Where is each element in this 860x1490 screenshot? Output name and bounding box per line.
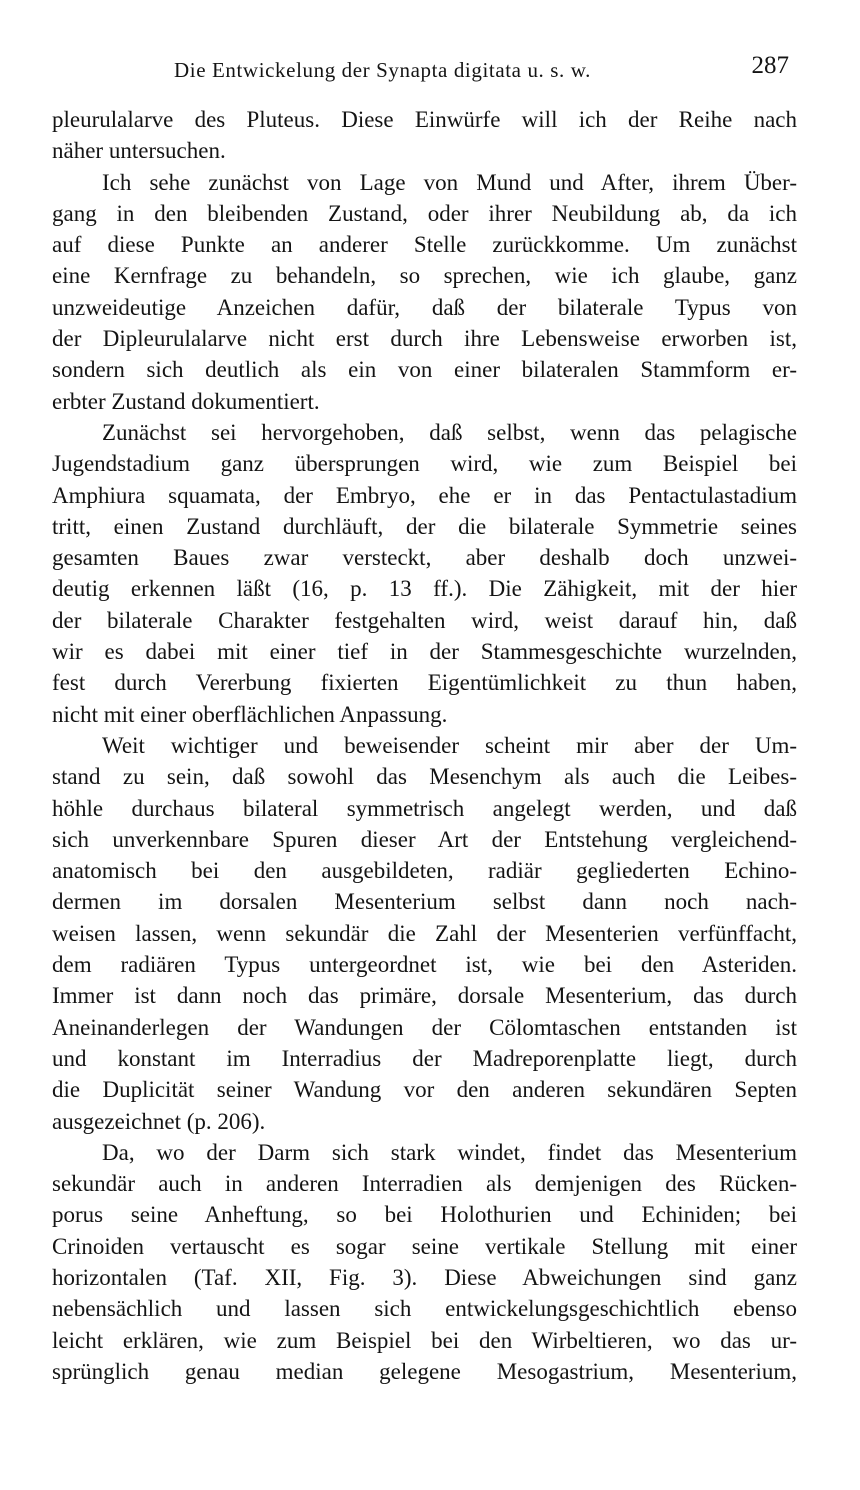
text-line: ausgezeichnet (p. 206).	[52, 1108, 266, 1134]
page-number: 287	[751, 52, 789, 79]
body-text	[52, 104, 797, 1387]
text-line: nebensächlich und lassen sich entwickelungsgeschichtlich ebenso	[52, 1296, 797, 1322]
text-line: leicht erklären, wie zum Beispiel bei den Wirbeltieren, wo das ur-	[52, 1327, 797, 1353]
text-line: anatomisch bei den ausgebildeten, radiär gegliederten Echino-	[52, 858, 797, 884]
text-line: und konstant im Interradius der Madreporenplatte liegt, durch	[52, 1045, 797, 1071]
text-line: die Duplicität seiner Wandung vor den anderen sekundären Septen	[52, 1077, 797, 1103]
running-title: Die Entwickelung der Synapta digitata u. s. w.	[174, 58, 591, 82]
text-line: der bilaterale Charakter festgehalten wird, weist darauf hin, daß	[52, 607, 797, 633]
text-line: deutig erkennen läßt (16, p. 13 ff.). Die Zähigkeit, mit der hier	[52, 576, 797, 602]
text-line: Amphiura squamata, der Embryo, ehe er in das Pentactulastadium	[52, 482, 797, 508]
text-line: Ich sehe zunächst von Lage von Mund und After, ihrem Über-	[102, 169, 797, 195]
text-line: nicht mit einer oberflächlichen Anpassung.	[52, 701, 448, 727]
text-line: Jugendstadium ganz übersprungen wird, wie zum Beispiel bei	[52, 451, 797, 477]
text-line: sondern sich deutlich als ein von einer bilateralen Stammform er-	[52, 357, 797, 383]
text-line: höhle durchaus bilateral symmetrisch angelegt werden, und daß	[52, 795, 797, 821]
text-line: Zunächst sei hervorgehoben, daß selbst, wenn das pelagische	[102, 419, 797, 445]
text-line: Da, wo der Darm sich stark windet, findet das Mesenterium	[102, 1139, 797, 1165]
text-line: gesamten Baues zwar versteckt, aber deshalb doch unzwei-	[52, 545, 797, 571]
text-line: unzweideutige Anzeichen dafür, daß der bilaterale Typus von	[52, 294, 797, 320]
text-line: Crinoiden vertauscht es sogar seine vertikale Stellung mit einer	[52, 1233, 797, 1259]
text-line: fest durch Vererbung fixierten Eigentümlichkeit zu thun haben,	[52, 670, 797, 696]
text-line: sprünglich genau median gelegene Mesogastrium, Mesenterium,	[52, 1358, 797, 1384]
text-line: auf diese Punkte an anderer Stelle zurückkomme. Um zunächst	[52, 232, 797, 258]
text-line: gang in den bleibenden Zustand, oder ihrer Neubildung ab, da ich	[52, 200, 797, 226]
text-line: dermen im dorsalen Mesenterium selbst dann noch nach-	[52, 889, 797, 915]
text-line: dem radiären Typus untergeordnet ist, wie bei den Asteriden.	[52, 952, 797, 978]
text-line: stand zu sein, daß sowohl das Mesenchym als auch die Leibes-	[52, 764, 797, 790]
text-line: sekundär auch in anderen Interradien als demjenigen des Rücken-	[52, 1171, 797, 1197]
text-line: pleurulalarve des Pluteus. Diese Einwürfe will ich der Reihe nach	[52, 107, 797, 132]
text-line: porus seine Anheftung, so bei Holothurien und Echiniden; bei	[52, 1202, 797, 1228]
text-line: erbter Zustand dokumentiert.	[52, 388, 320, 414]
text-line: eine Kernfrage zu behandeln, so sprechen, wie ich glaube, ganz	[52, 263, 797, 289]
running-head	[52, 52, 797, 86]
text-line: Aneinanderlegen der Wandungen der Cölomtaschen entstanden ist	[52, 1014, 797, 1040]
text-line: Weit wichtiger und beweisender scheint mir aber der Um-	[102, 732, 797, 758]
text-line: tritt, einen Zustand durchläuft, der die bilaterale Symmetrie seines	[52, 513, 797, 539]
text-line: sich unverkennbare Spuren dieser Art der Entstehung vergleichend-	[52, 826, 797, 852]
text-line: näher untersuchen.	[52, 138, 226, 164]
text-line: der Dipleurulalarve nicht erst durch ihre Lebensweise erworben ist,	[52, 326, 797, 352]
text-line: horizontalen (Taf. XII, Fig. 3). Diese Abweichungen sind ganz	[52, 1264, 797, 1290]
text-line: wir es dabei mit einer tief in der Stammesgeschichte wurzelnden,	[52, 639, 797, 665]
text-line: weisen lassen, wenn sekundär die Zahl der Mesenterien verfünffacht,	[52, 920, 797, 946]
text-line: Immer ist dann noch das primäre, dorsale Mesenterium, das durch	[52, 983, 797, 1009]
